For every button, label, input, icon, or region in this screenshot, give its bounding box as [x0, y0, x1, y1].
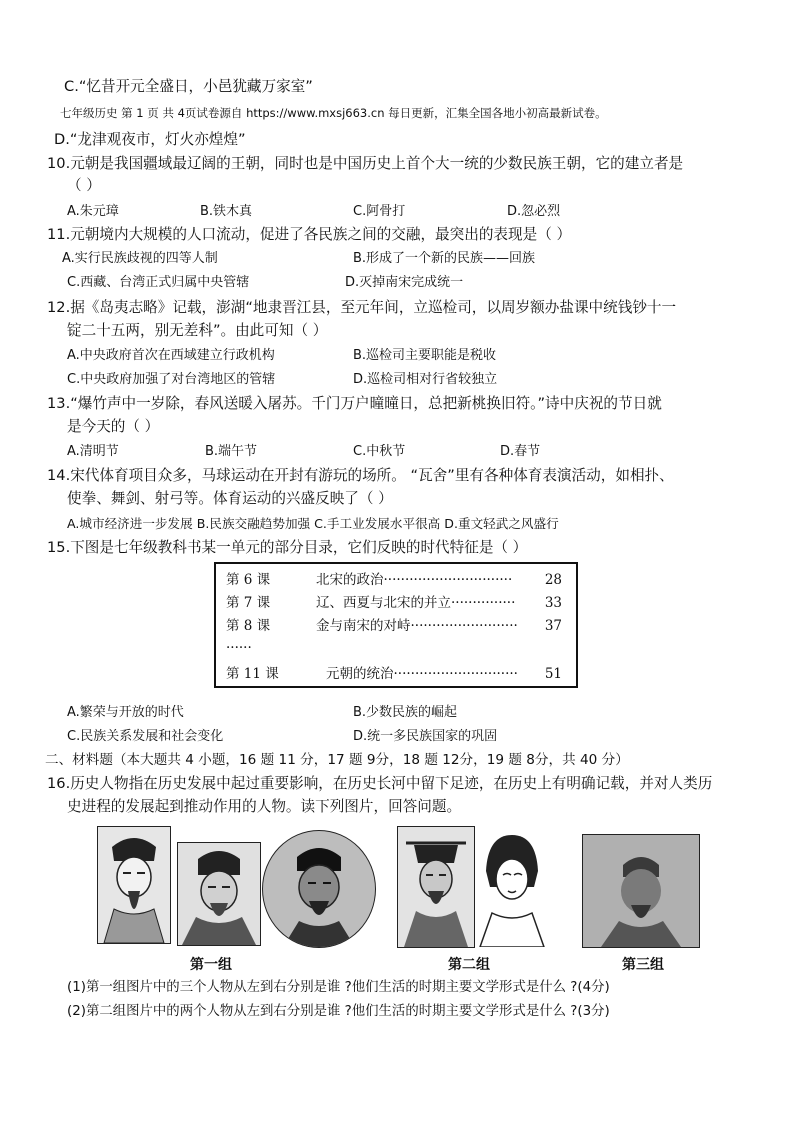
q14-stem: 14.宋代体育项目众多，马球运动在开封有游玩的场所。 “瓦舍”里有各种体育表演活动，如相扑、	[47, 467, 674, 484]
toc-lesson: 第 8 课	[226, 618, 271, 634]
q14-stem-cont: 使拳、舞剑、射弓等。体育运动的兴盛反映了（ ）	[67, 490, 393, 507]
q9-option-c: C.“忆昔开元全盛日，小邑犹藏万家室”	[64, 78, 313, 95]
q11-option-c: C.西藏、台湾正式归属中央管辖	[67, 275, 250, 290]
toc-row	[216, 569, 576, 591]
q10-option-a: A.朱元璋	[67, 204, 119, 219]
q10-option-b: B.铁木真	[200, 204, 253, 219]
q11-option-d: D.灭掉南宋完成统一	[345, 275, 464, 290]
toc-row	[216, 663, 576, 685]
q15-stem: 15.下图是七年级教科书某一单元的部分目录，它们反映的时代特征是（ ）	[47, 539, 528, 556]
toc-page: 28	[544, 572, 562, 588]
q13-option-d: D.春节	[500, 444, 541, 459]
q9-option-d: D.“龙津观夜市，灯火亦煌煌”	[54, 131, 246, 148]
q10-option-d: D.忽必烈	[507, 204, 561, 219]
q13-option-a: A.清明节	[67, 444, 119, 459]
q14-options: A.城市经济进一步发展 B.民族交融趋势加强 C.手工业发展水平很高 D.重文轻武之风盛行	[67, 516, 559, 531]
q10-stem: 10.元朝是我国疆域最辽阔的王朝，同时也是中国历史上首个大一统的少数民族王朝，它的建立者是	[47, 155, 684, 172]
toc-page: 37	[544, 618, 562, 634]
toc-row	[216, 592, 576, 614]
toc-title: 辽、西夏与北宋的并立···············	[316, 595, 516, 611]
toc-page: 51	[544, 666, 562, 682]
q15-option-a: A.繁荣与开放的时代	[67, 705, 184, 720]
toc-page: 33	[544, 595, 562, 611]
q12-stem: 12.据《岛夷志略》记载，澎湖“地隶晋江县，至元年间，立巡检司，以周岁额办盐课中统钱钞十一	[47, 299, 677, 316]
table-of-contents-box	[214, 562, 578, 688]
section2-heading: 二、材料题（本大题共 4 小题，16 题 11 分，17 题 9分，18 题 12分，19 题 8分，共 40 分）	[45, 752, 629, 768]
footer-note: 七年级历史 第 1 页 共 4页试卷源自 https://www.mxsj663.cn 每日更新，汇集全国各地小初高最新试卷。	[60, 106, 607, 120]
q13-stem: 13.“爆竹声中一岁除，春风送暖入屠苏。千门万户曈曈日，总把新桃换旧符。”诗中庆祝的节日就	[47, 395, 662, 412]
q12-option-b: B.巡检司主要职能是税收	[353, 348, 497, 363]
q13-option-c: C.中秋节	[353, 444, 406, 459]
toc-lesson: 第 7 课	[226, 595, 271, 611]
toc-ellipsis: ······	[226, 640, 252, 656]
q16-stem: 16.历史人物指在历史发展中起过重要影响，在历史长河中留下足迹，在历史上有明确记载，并对人类历	[47, 775, 713, 792]
q12-option-c: C.中央政府加强了对台湾地区的管辖	[67, 372, 276, 387]
toc-title: 金与南宋的对峙·························	[316, 618, 518, 634]
q12-stem-cont: 锭二十五两，别无差科”。由此可知（ ）	[67, 322, 328, 339]
q15-option-b: B.少数民族的崛起	[353, 705, 458, 720]
q12-option-d: D.巡检司相对行省较独立	[353, 372, 498, 387]
q13-option-b: B.端午节	[205, 444, 258, 459]
portrait-image	[397, 826, 475, 948]
group-label-3: 第三组	[622, 957, 664, 973]
toc-title: 北宋的政治······························	[316, 572, 513, 588]
group-label-2: 第二组	[448, 957, 490, 973]
q13-stem-cont: 是今天的（ ）	[67, 418, 160, 435]
q11-option-b: B.形成了一个新的民族——回族	[353, 251, 536, 266]
toc-lesson: 第 6 课	[226, 572, 271, 588]
toc-lesson: 第 11 课	[226, 666, 279, 682]
q11-stem: 11.元朝境内大规模的人口流动，促进了各民族之间的交融，最突出的表现是（ ）	[47, 226, 572, 243]
portrait-image	[177, 842, 261, 946]
q16-sub1: (1)第一组图片中的三个人物从左到右分别是谁 ?他们生活的时期主要文学形式是什么 ?(4分)	[67, 980, 610, 995]
portrait-image	[97, 826, 171, 944]
portrait-image	[582, 834, 700, 948]
toc-title: 元朝的统治·····························	[326, 666, 518, 682]
group-label-1: 第一组	[190, 957, 232, 973]
portrait-image	[475, 826, 549, 948]
q15-option-c: C.民族关系发展和社会变化	[67, 729, 224, 744]
portrait-image	[262, 830, 376, 948]
toc-row-ellipsis	[216, 637, 576, 659]
q12-option-a: A.中央政府首次在西域建立行政机构	[67, 348, 275, 363]
q15-option-d: D.统一多民族国家的巩固	[353, 729, 498, 744]
q16-sub2: (2)第二组图片中的两个人物从左到右分别是谁 ?他们生活的时期主要文学形式是什么 ?(3分)	[67, 1004, 610, 1019]
q11-option-a: A.实行民族歧视的四等人制	[62, 251, 218, 266]
q10-option-c: C.阿骨打	[353, 204, 406, 219]
q10-stem-cont: （ ）	[67, 177, 101, 194]
toc-row	[216, 615, 576, 637]
q16-stem-cont: 史进程的发展起到推动作用的人物。读下列图片，回答问题。	[67, 798, 462, 815]
